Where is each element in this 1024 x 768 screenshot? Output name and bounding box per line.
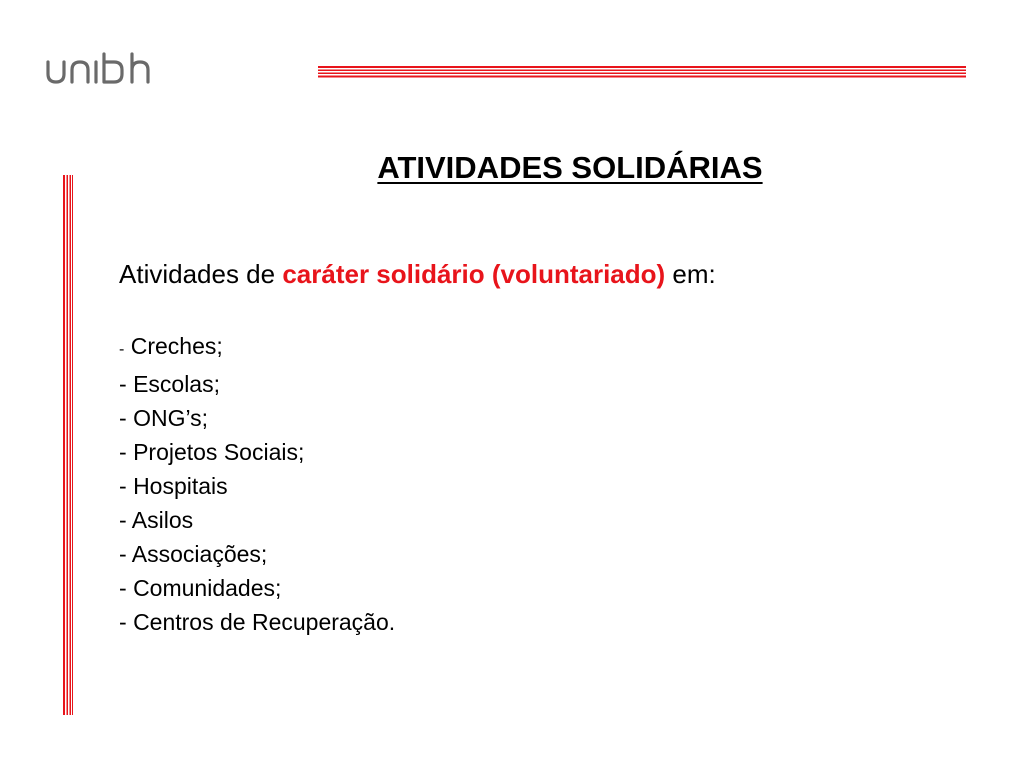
intro-before: Atividades de: [119, 259, 283, 289]
list-dash: -: [119, 541, 127, 567]
list-dash: -: [119, 575, 127, 601]
intro-after: em:: [665, 259, 716, 289]
list-item: [119, 329, 395, 367]
list-dash: -: [119, 609, 127, 635]
list-item-text: Hospitais: [133, 473, 228, 499]
list-dash: -: [119, 371, 127, 397]
list-item-text: ONG’s;: [133, 405, 209, 431]
list-item: [119, 469, 395, 503]
side-decorative-stripes: [63, 175, 73, 715]
list-dash: -: [119, 439, 127, 465]
list-item: [119, 503, 395, 537]
list-dash: -: [119, 507, 127, 533]
list-item: [119, 401, 395, 435]
list-item-text: Escolas;: [133, 371, 220, 397]
unibh-logo: [44, 52, 194, 86]
list-dash: -: [119, 473, 127, 499]
activities-list: [119, 329, 395, 639]
intro-text: [119, 259, 716, 290]
list-item-text: Creches;: [130, 333, 223, 359]
list-item: [119, 571, 395, 605]
list-dash: -: [119, 341, 125, 358]
list-item: [119, 435, 395, 469]
list-item: [119, 537, 395, 571]
page-title: ATIVIDADES SOLIDÁRIAS: [377, 150, 763, 185]
list-item-text: Comunidades;: [133, 575, 282, 601]
list-item: [119, 605, 395, 639]
list-item: [119, 367, 395, 401]
intro-highlight: caráter solidário (voluntariado): [282, 259, 666, 289]
top-decorative-stripes: [318, 66, 966, 78]
list-item-text: Asilos: [131, 507, 194, 533]
list-dash: -: [119, 405, 127, 431]
list-item-text: Projetos Sociais;: [133, 439, 305, 465]
list-item-text: Centros de Recuperação.: [133, 609, 396, 635]
list-item-text: Associações;: [131, 541, 268, 567]
